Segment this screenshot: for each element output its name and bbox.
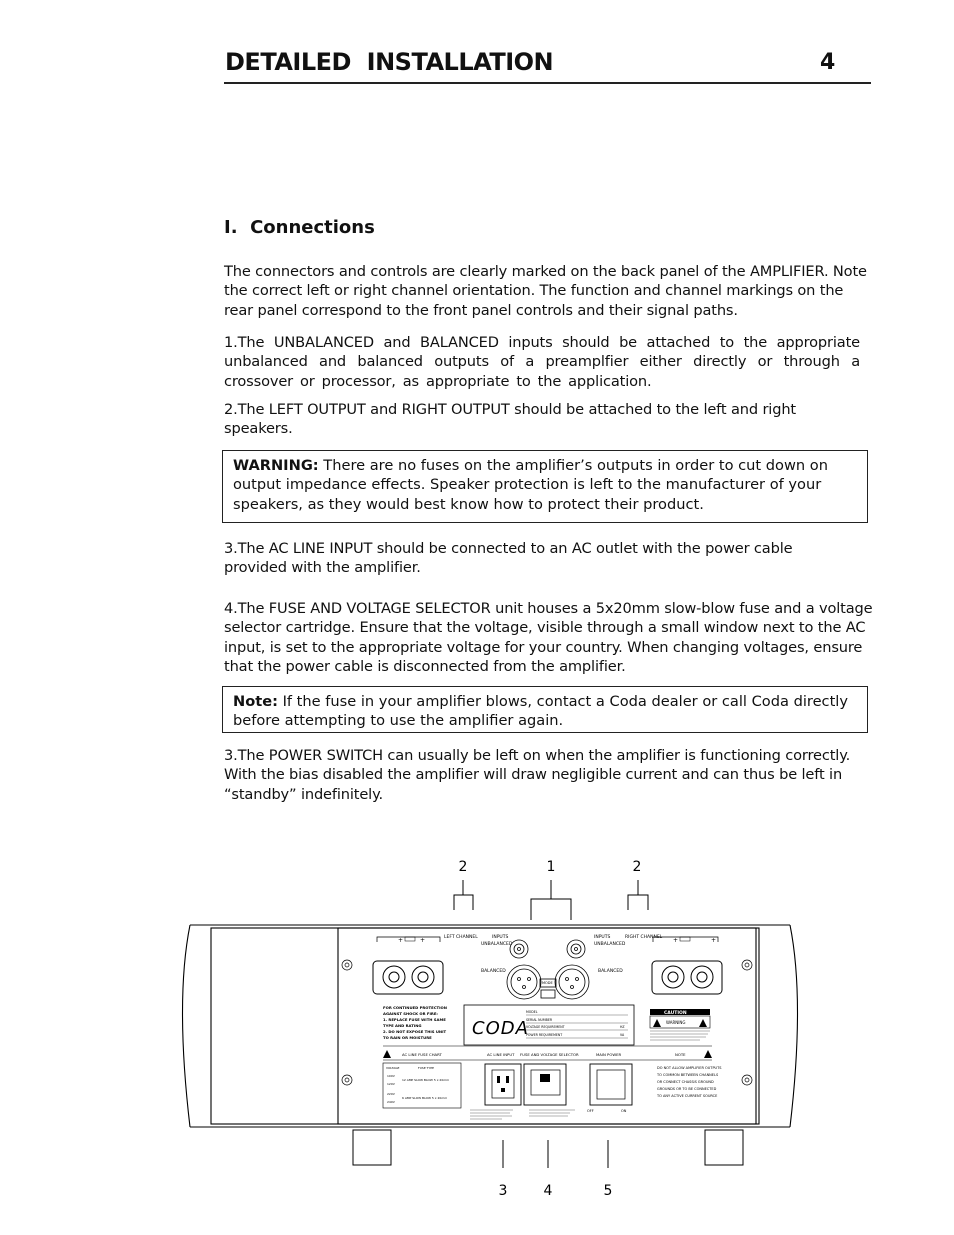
function-strip: [383, 1046, 712, 1060]
warning-label: WARNING:: [233, 457, 319, 474]
svg-text:WARNING: WARNING: [666, 1020, 686, 1025]
bottom-callout-lines: [503, 1140, 608, 1168]
left-unbalanced-rca-input[interactable]: [510, 940, 528, 958]
callout-2-right: 2: [632, 859, 642, 875]
callout-5: 5: [603, 1183, 613, 1199]
svg-text:TYPE AND RATING: TYPE AND RATING: [383, 1023, 422, 1028]
svg-text:+: +: [420, 937, 426, 944]
page-heading: DETAILED INSTALLATION: [225, 48, 554, 76]
paragraph-inputs: 1.The UNBALANCED and BALANCED inputs should be attached to the appropriate unbalanced and balanced outputs of a preamplfier either directly or through a crossover or processor, as appropriate to the application.: [224, 334, 867, 390]
protection-notice: [383, 1005, 447, 1040]
intro-paragraph: The connectors and controls are clearly marked on the back panel of the AMPLIFIER. Note the correct left or right channel orientation. The function and channel markings on the rear panel correspond to the front panel controls and their signal paths.: [224, 263, 867, 319]
paragraph-ac-input: 3.The AC LINE INPUT should be connected to an AC outlet with the power cable provided with the amplifier.: [224, 540, 793, 577]
svg-text:VOLTAGE REQUIREMENT: VOLTAGE REQUIREMENT: [526, 1025, 565, 1029]
svg-text:CAUTION: CAUTION: [664, 1011, 687, 1016]
note-text-block: [656, 1066, 722, 1098]
unbalanced-left-label: UNBALANCED: [481, 942, 513, 947]
note-text: If the fuse in your amplifier blows, contact a Coda dealer or call Coda directly before attempting to use the amplifier again.: [233, 693, 848, 730]
right-foot: [705, 1130, 743, 1165]
balanced-left-label: BALANCED: [481, 969, 506, 974]
right-unbalanced-rca-input[interactable]: [567, 940, 585, 958]
small-caption-lines: [470, 1110, 575, 1119]
heading-rule: [224, 82, 871, 84]
inputs-right-label: INPUTS: [594, 935, 611, 940]
right-balanced-xlr-input[interactable]: [555, 965, 589, 999]
callout-3: 3: [498, 1183, 508, 1199]
svg-text:VA: VA: [620, 1033, 625, 1037]
right-speaker-terminals[interactable]: [652, 961, 722, 994]
svg-text:FUSE TYPE: FUSE TYPE: [418, 1066, 435, 1070]
left-speaker-terminals[interactable]: [373, 961, 443, 994]
svg-text:TO ANY ACTIVE CURRENT SOURCE: TO ANY ACTIVE CURRENT SOURCE: [657, 1094, 718, 1098]
svg-text:HZ: HZ: [620, 1025, 625, 1029]
left-channel-label: LEFT CHANNEL: [444, 935, 478, 940]
svg-text:AGAINST SHOCK OR FIRE:: AGAINST SHOCK OR FIRE:: [383, 1011, 438, 1016]
main-power-switch[interactable]: [590, 1064, 632, 1105]
note-label: Note:: [233, 693, 278, 710]
page-number: 4: [820, 50, 836, 75]
svg-text:POWER REQUIREMENT: POWER REQUIREMENT: [526, 1033, 563, 1037]
svg-text:GROUNDS OR TO BE CONNECTED: GROUNDS OR TO BE CONNECTED: [657, 1087, 717, 1091]
svg-text:FOR CONTINUED PROTECTION: FOR CONTINUED PROTECTION: [383, 1005, 447, 1010]
balanced-right-label: BALANCED: [598, 969, 623, 974]
svg-text:FUSE AND VOLTAGE SELECTOR: FUSE AND VOLTAGE SELECTOR: [520, 1052, 579, 1057]
svg-text:TO RAIN OR MOISTURE: TO RAIN OR MOISTURE: [383, 1035, 432, 1040]
svg-text:MAIN POWER: MAIN POWER: [596, 1052, 622, 1057]
inputs-left-label: INPUTS: [492, 935, 509, 940]
svg-text:240V: 240V: [387, 1100, 395, 1104]
svg-text:120V: 120V: [387, 1082, 395, 1086]
rear-panel-diagram: [0, 850, 954, 1210]
svg-text:OR CONNECT CHASSIS GROUND: OR CONNECT CHASSIS GROUND: [657, 1080, 714, 1084]
svg-text:DO NOT ALLOW AMPLIFIER OUTPUTS: DO NOT ALLOW AMPLIFIER OUTPUTS: [657, 1066, 722, 1070]
svg-text:SERIAL NUMBER: SERIAL NUMBER: [526, 1018, 553, 1022]
warning-box: [222, 450, 868, 523]
svg-text:2. DO NOT EXPOSE THIS UNIT: 2. DO NOT EXPOSE THIS UNIT: [383, 1029, 447, 1034]
svg-text:1. REPLACE FUSE WITH SAME: 1. REPLACE FUSE WITH SAME: [383, 1017, 446, 1022]
svg-text:12 AMP SLOW BLOW 5 x 20mm: 12 AMP SLOW BLOW 5 x 20mm: [402, 1078, 450, 1082]
paragraph-power-switch: 3.The POWER SWITCH can usually be left on when the amplifier is functioning correctly. With the bias disabled the amplifier will draw negligible current and can thus be left in “standby” indefinitely.: [224, 747, 851, 803]
svg-text:6 AMP SLOW BLOW 5 x 20mm: 6 AMP SLOW BLOW 5 x 20mm: [402, 1096, 448, 1100]
svg-text:+: +: [673, 937, 679, 944]
svg-text:VOLTAGE: VOLTAGE: [386, 1066, 400, 1070]
section-title: I. Connections: [224, 217, 375, 238]
svg-text:AC LINE FUSE CHART: AC LINE FUSE CHART: [402, 1052, 442, 1057]
fuse-chart: [383, 1063, 461, 1108]
model-label-plate: [464, 1005, 634, 1045]
left-foot: [353, 1130, 391, 1165]
svg-text:+: +: [398, 937, 404, 944]
svg-text:220V: 220V: [387, 1092, 395, 1096]
svg-text:NOTE: NOTE: [675, 1052, 686, 1057]
fuse-voltage-selector[interactable]: [524, 1064, 566, 1105]
svg-text:TO COMMON BETWEEN CHANNELS: TO COMMON BETWEEN CHANNELS: [657, 1073, 719, 1077]
note-box: [222, 686, 868, 733]
right-channel-label: RIGHT CHANNEL: [625, 935, 663, 940]
callout-2-left: 2: [458, 859, 468, 875]
svg-text:+: +: [711, 937, 717, 944]
caution-plate: [650, 1009, 710, 1040]
power-off-label: OFF: [587, 1109, 594, 1113]
warning-text: There are no fuses on the amplifier’s outputs in order to cut down on output impedance effects. Speaker protection is left to the manufacturer of your speakers, as they would best know how to protect their product.: [233, 457, 828, 513]
coda-logo: CODA: [472, 1018, 529, 1039]
svg-text:AC LINE INPUT: AC LINE INPUT: [487, 1052, 515, 1057]
unbalanced-right-label: UNBALANCED: [594, 942, 626, 947]
mode-label: MODE: [542, 981, 553, 985]
paragraph-fuse-selector: 4.The FUSE AND VOLTAGE SELECTOR unit houses a 5x20mm slow-blow fuse and a voltage selector cartridge. Ensure that the voltage, visible through a small window next to the AC input, is set to the appropriate voltage for your country. When changing voltages, ensure that the power cable is disconnected from the amplifier.: [224, 600, 873, 675]
power-on-label: ON: [621, 1109, 627, 1113]
callout-1: 1: [546, 859, 556, 875]
callout-4: 4: [543, 1183, 553, 1199]
paragraph-outputs: 2.The LEFT OUTPUT and RIGHT OUTPUT should be attached to the left and right speakers.: [224, 401, 797, 438]
callout-brackets: [454, 880, 648, 920]
ac-line-input[interactable]: [485, 1064, 521, 1105]
svg-text:MODEL: MODEL: [526, 1010, 538, 1014]
left-balanced-xlr-input[interactable]: [507, 965, 541, 999]
svg-text:100V: 100V: [387, 1074, 395, 1078]
